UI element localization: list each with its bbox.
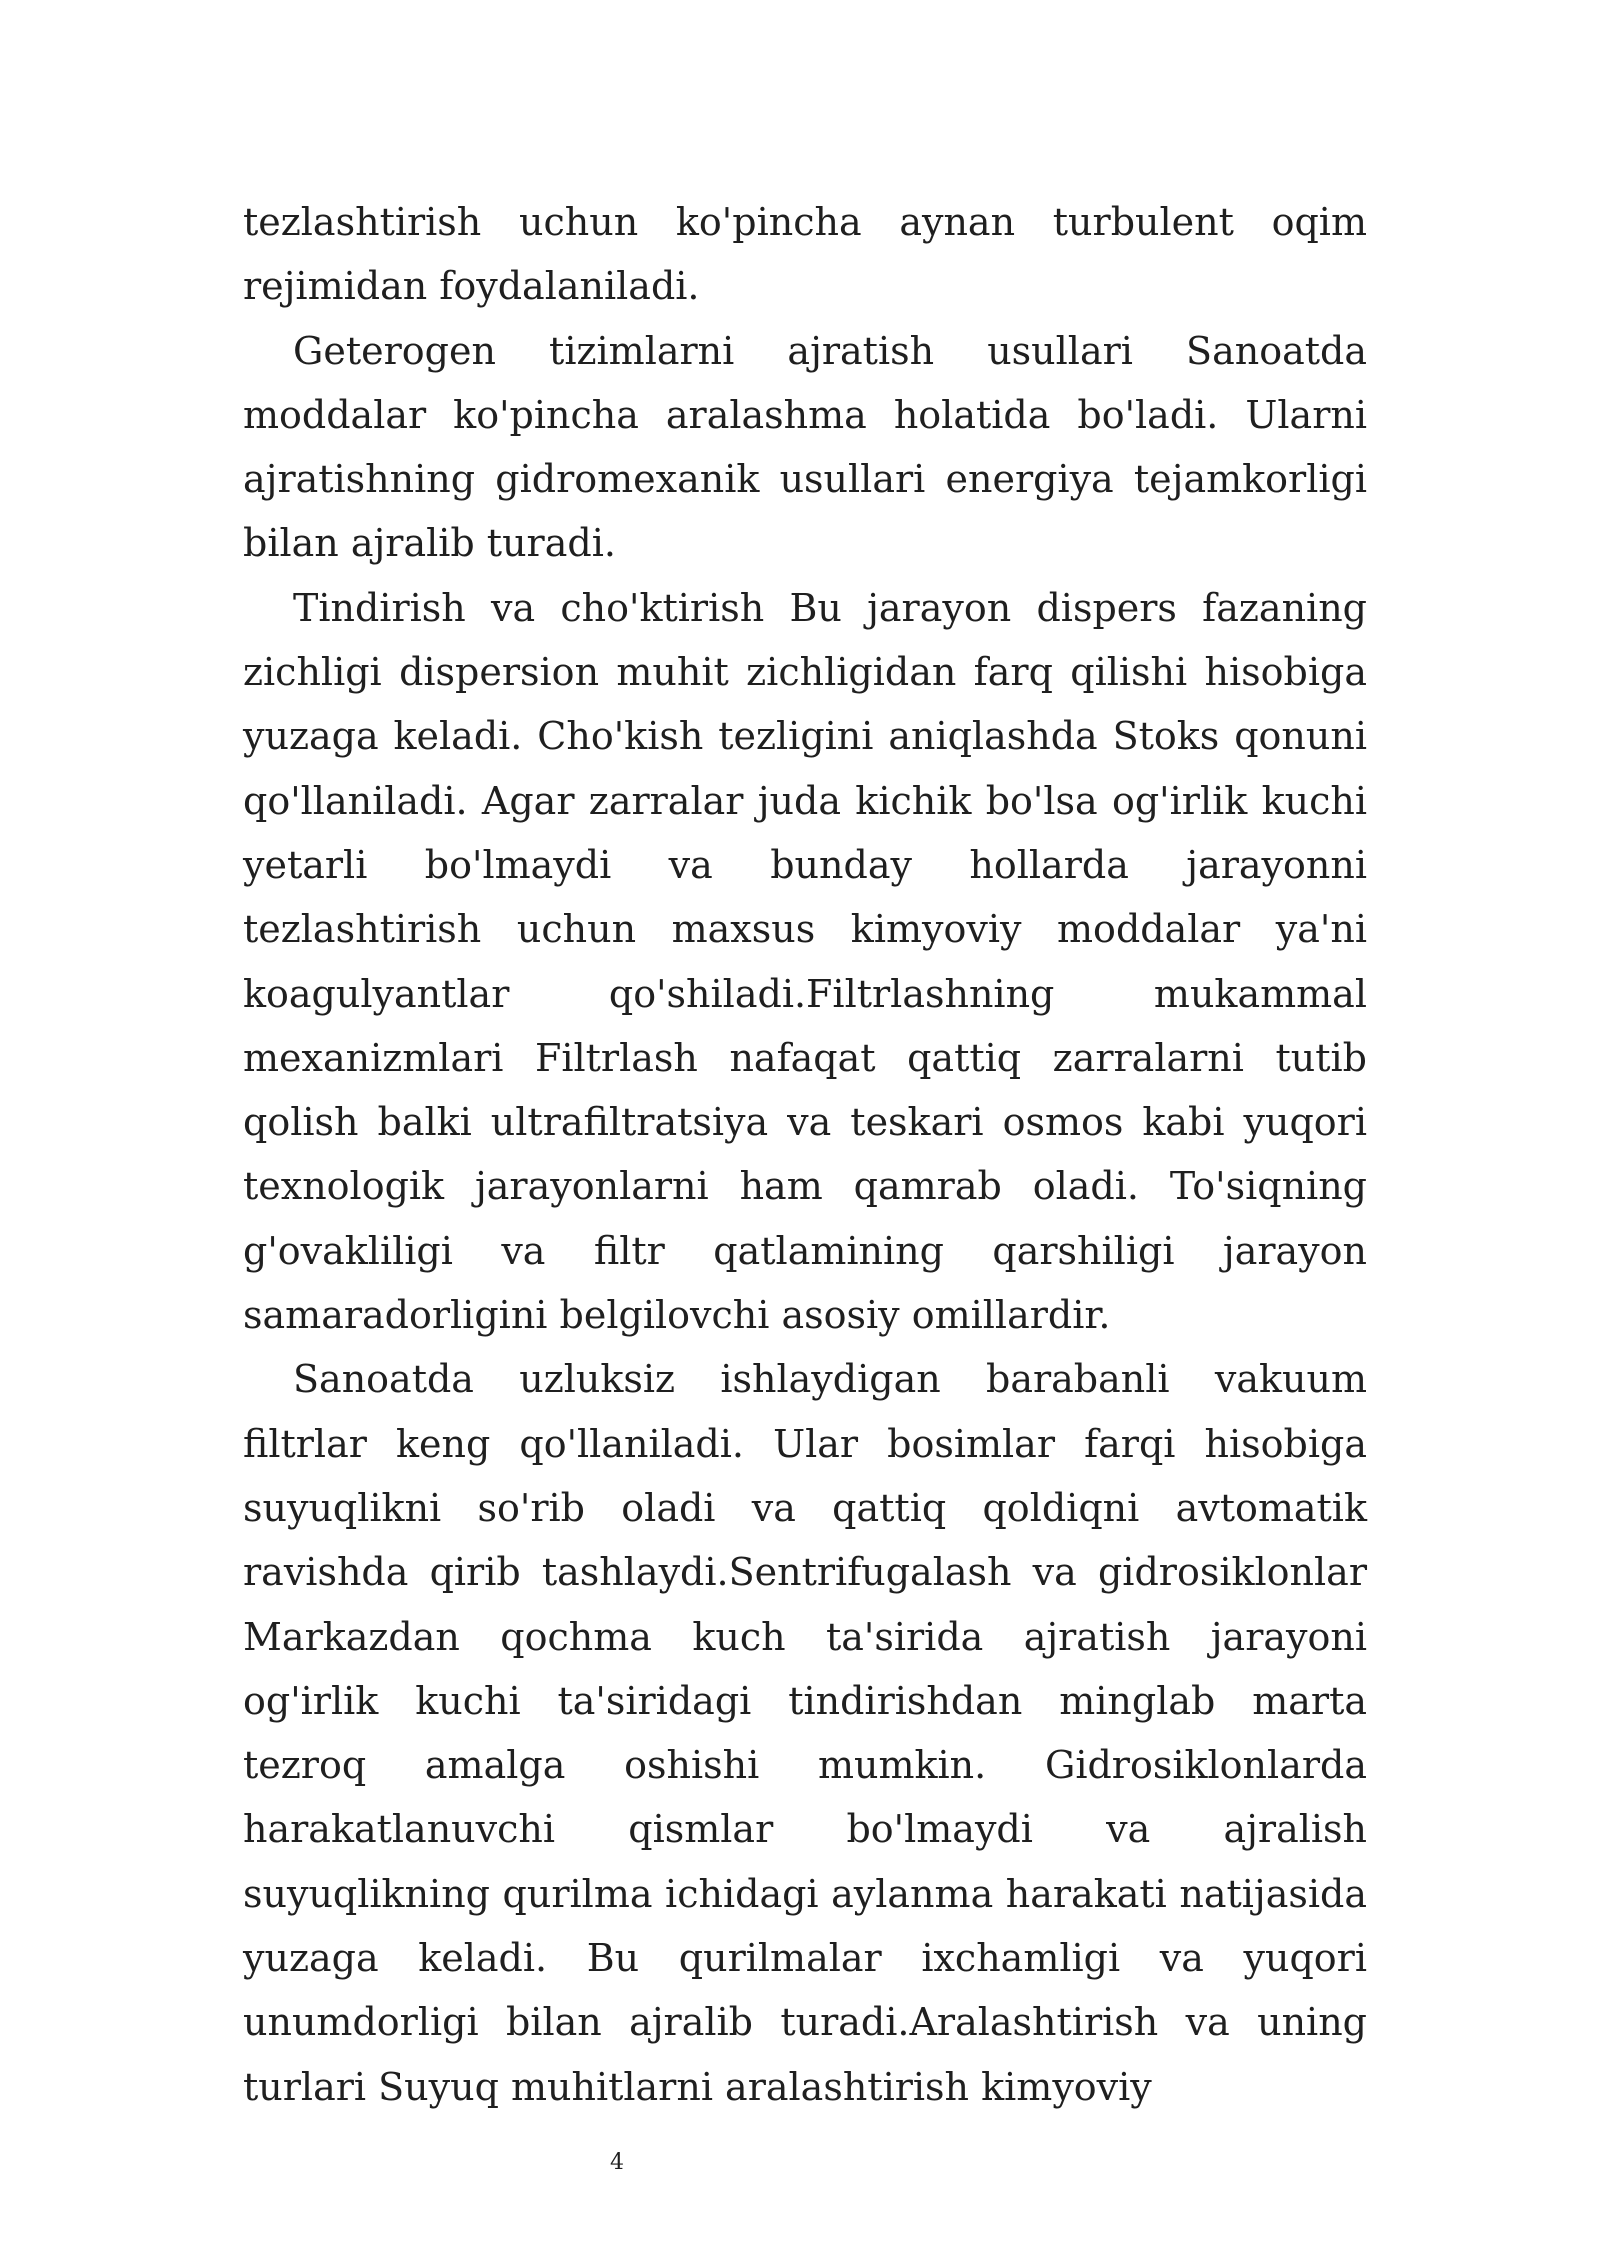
page-number: 4 [610,2150,624,2175]
paragraph-continuation: tezlashtirish uchun ko'pincha aynan turbulent oqim rejimidan foydalaniladi. [243,200,1367,309]
paragraph-vacuum-filters-centrifugation: Sanoatda uzluksiz ishlaydigan barabanli vakuum filtrlar keng qo'llaniladi. Ular bosimlar farqi hisobiga suyuqlikni so'rib oladi va qattiq qoldiqni avtomatik ravishda qirib tashlaydi.Sentrifugalash va gidrosiklonlar Markazdan qochma kuch ta'sirida ajratish jarayoni og'irlik kuchi ta'siridagi tindirishdan minglab marta tezroq amalga oshishi mumkin. Gidrosiklonlarda harakatlanuvchi qismlar bo'lmaydi va ajralish suyuqlikning qurilma ichidagi aylanma harakati natijasida yuzaga keladi. Bu qurilmalar ixchamligi va yuqori unumdorligi bilan ajralib turadi.Aralashtirish va uning turlari Suyuq muhitlarni aralashtirish kimyoviy [243,1357,1367,2109]
paragraph-settling-filtration: Tindirish va cho'ktirish Bu jarayon dispers fazaning zichligi dispersion muhit zichligidan farq qilishi hisobiga yuzaga keladi. Cho'kish tezligini aniqlashda Stoks qonuni qo'llaniladi. Agar zarralar juda kichik bo'lsa og'irlik kuchi yetarli bo'lmaydi va bunday hollarda jarayonni tezlashtirish uchun maxsus kimyoviy moddalar ya'ni koagulyantlar qo'shiladi.Filtrlashning mukammal mexanizmlari Filtrlash nafaqat qattiq zarralarni tutib qolish balki ultrafiltratsiya va teskari osmos kabi yuqori texnologik jarayonlarni ham qamrab oladi. To'siqning g'ovakliligi va filtr qatlamining qarshiligi jarayon samaradorligini belgilovchi asosiy omillardir. [243,585,1367,1338]
document-body [243,190,1367,2119]
paragraph-heterogeneous-separation: Geterogen tizimlarni ajratish usullari Sanoatda moddalar ko'pincha aralashma holatida bo'ladi. Ularni ajratishning gidromexanik usullari energiya tejamkorligi bilan ajralib turadi. [243,328,1367,566]
